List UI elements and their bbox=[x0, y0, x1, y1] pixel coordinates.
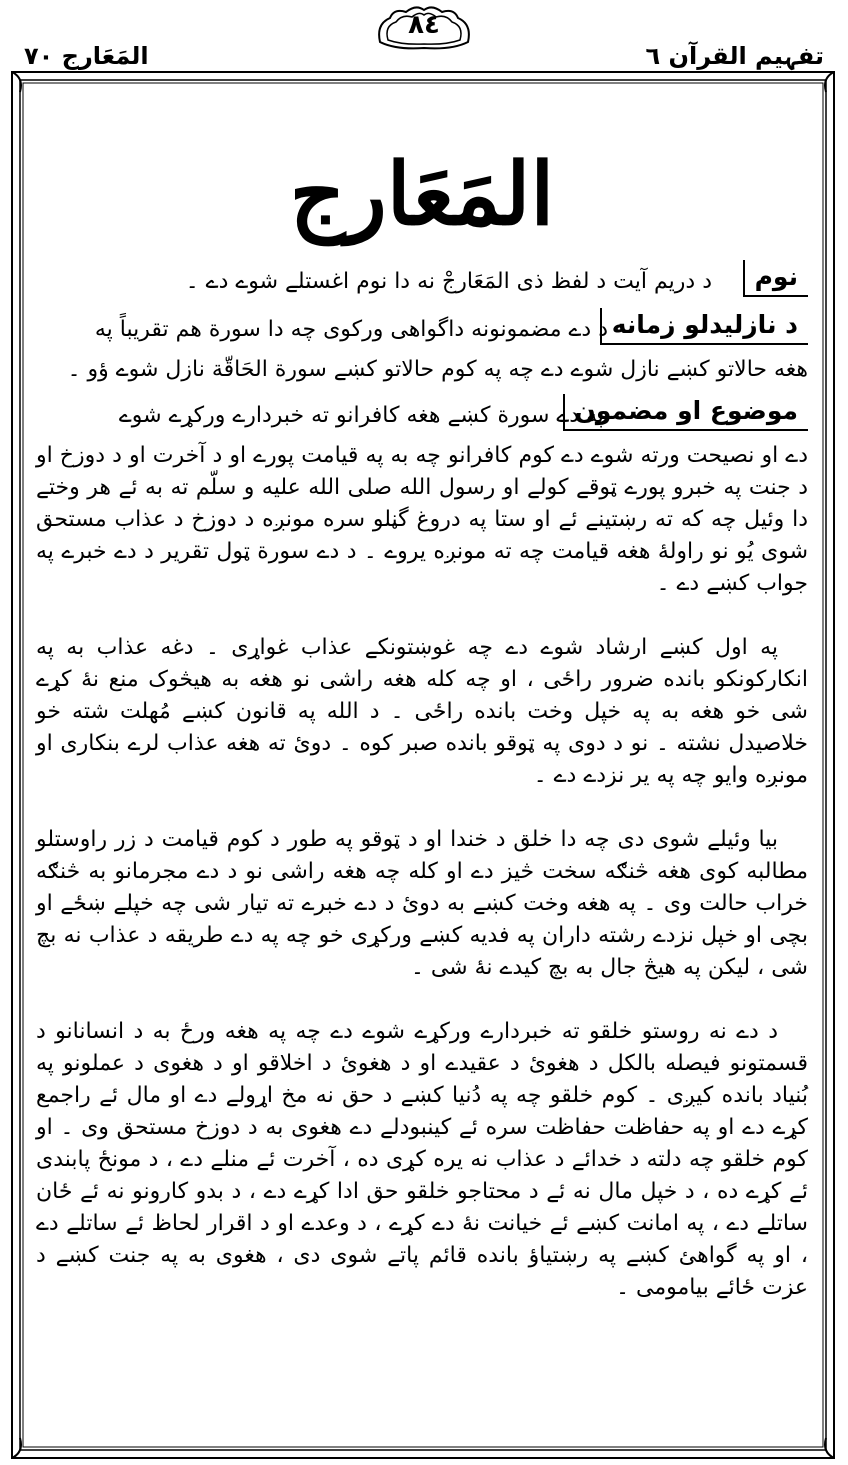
running-header-book-title: تفہیم القرآن ٦ bbox=[645, 42, 824, 70]
paragraph-text: په اول کښے ارشاد شوے دے چه غوښتونکے عذاب غواړی ۔ دغه عذاب به په انکارکونکو بانده ضرور راځی ، او چه کله هغه راشی نو هغه به هیڅوک منع نهٔ کړے شی خو هغه به په خپل وخت بانده راځی ۔ د الله په قانون کښے مُهلت شته خو خلاصیدل نشته ۔ نو د دوی په ټوقو بانده صبر کوه ۔ دوئ ته هغه عذاب لرے بنکاری او مونږه وایو چه په یر نزدے دے ۔ bbox=[36, 635, 808, 788]
paragraph bbox=[36, 824, 808, 984]
paragraph-text: د دے نه روستو خلقو ته خبردارے ورکړے شوے دے چه په هغه ورځ به د انسانانو د قسمتونو فیصله بالکل د هغوئ د عقیدے او د هغوئ د اخلاقو او د هغوی د عملونو په بُنیاد بانده کیږی ۔ کوم خلقو چه په دُنیا کښے د حق نه مخ اړولے دے او مال ئے راجمع کړے دے او په حفاظت حفاظت سره ئے کینبودلے دے هغوی به د دوزخ مستحق وی ۔ او کوم خلقو چه دلته د خدائے د عذاب نه یره کړی ده ، آخرت ئے منلے دے ، د مونځ پابندی ئے کړے ده ، د خپل مال نه ئے د محتاجو خلقو حق ادا کړے دے ، د بدو کارونو نه ئے ځان ساتلے دے ، په امانت کښے ئے خیانت نهٔ دے کړے ، د وعدے او د اقرار لحاظ ئے ساتلے دے ، او په گواهئ کښے په رښتیاؤ بانده قائم پاتے شوی دی ، هغوی به په جنت کښے د عزت ځائے بیامومی ۔ bbox=[36, 1019, 808, 1300]
section-label-name: نوم bbox=[743, 260, 808, 297]
running-header-sura-name: المَعَارج ٧٠ bbox=[24, 42, 149, 70]
section-label-revelation: د نازلیدلو زمانه bbox=[600, 308, 808, 345]
page-number: ٨٤ bbox=[408, 10, 440, 40]
paragraph bbox=[36, 440, 808, 600]
paragraph-text: بیا وئیلے شوی دی چه دا خلق د خندا او د ټوقو په طور د کوم قیامت د زر راوستلو مطالبه کوی هغه څنګه سخت څیز دے او کله چه هغه راشی نو د دے مجرمانو به څنګه خراب حالت وی ۔ په هغه وخت کښے به دوئ د دے خبرے ته تیار شی چه خپلے ښځے او بچی او خپل نزدے رشته داران په فدیه کښے ورکړی خو چه په دے طریقه د عذاب نه بچ شی ، لیکن په هیڅ جال به بچ کیدے نهٔ شی ۔ bbox=[36, 827, 808, 980]
sura-title: المَعَارج bbox=[289, 144, 555, 245]
section-label-topic: موضوع او مضمون bbox=[563, 394, 808, 431]
section-text: د دے مضمونونه داگواهی ورکوی چه دا سورة هم تقریباً په bbox=[94, 317, 608, 342]
page-content bbox=[36, 84, 808, 1454]
paragraph-text: دے او نصیحت ورته شوے دے کوم کافرانو چه به په قیامت پورے او د آخرت او د دوزخ او د جنت په خبرو پورے ټوقے کولے او رسول الله صلی الله علیه و سلّم ته به ئے هر وختے دا وئیل چه که ته رښتینے ئے او ستا په دروغ گڼلو سره مونږه د دوزخ د عذاب مستحق شوی یُو نو راولهٔ هغه قیامت چه ته مونږه یروے ۔ د دے سورة ټول تقریر د دے خبرے په جواب کښے دے ۔ bbox=[36, 443, 808, 596]
section-text: په دے سورة کښے هغه کافرانو ته خبردارے ورکړے شوے bbox=[118, 403, 604, 428]
section-text: د دریم آیت د لفظ ذی المَعَارجْ نه دا نوم اغستلے شوے دے ۔ bbox=[185, 269, 712, 294]
paragraph bbox=[36, 632, 808, 792]
section-text-continuation: هغه حالاتو کښے نازل شوے دے چه په کوم حالاتو کښے سورة الحَاقّة نازل شوے ؤو ۔ bbox=[67, 357, 808, 382]
paragraph bbox=[36, 1016, 808, 1304]
page-number-ornament bbox=[372, 4, 476, 52]
